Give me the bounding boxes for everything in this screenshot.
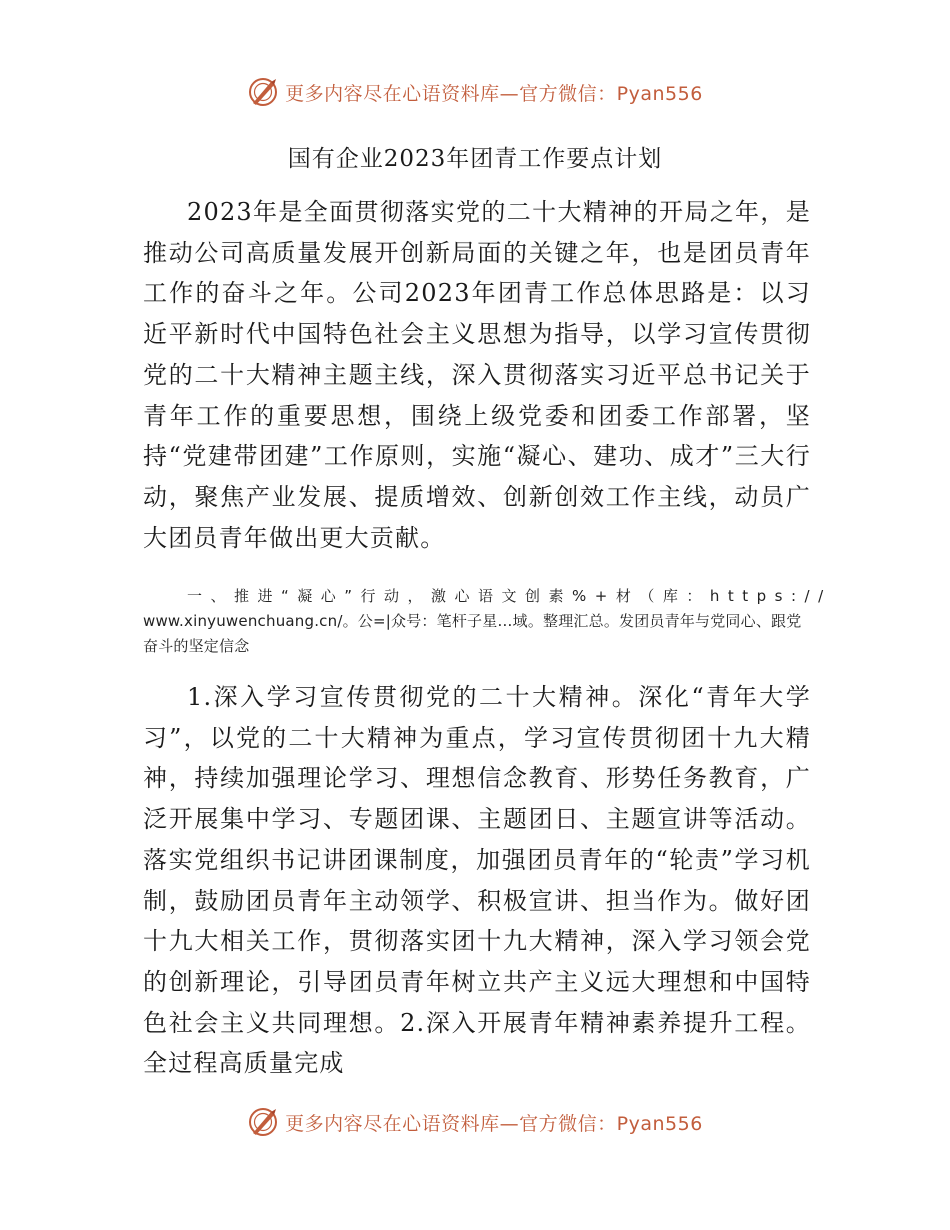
quill-seal-icon — [247, 76, 279, 108]
document-title: 国有企业2023年团青工作要点计划 — [287, 146, 663, 172]
study-paragraph: 1.深入学习宣传贯彻党的二十大精神。深化“青年大学习”，以党的二十大精神为重点，学习宣传贯彻团十九大精神，持续加强理论学习、理想信念教育、形势任务教育，广泛开展集中学习、专题团课、主题团日、主题宣讲等活动。落实党组织书记讲团课制度，加强团员青年的“轮责”学习机制，鼓励团员青年主动领学、积极宣讲、担当作为。做好团十九大相关工作，贯彻落实团十九大精神，深入学习领会党的创新理论，引导团员青年树立共产主义远大理想和中国特色社会主义共同理想。2.深入开展青年精神素养提升工程。全过程高质量完成 — [143, 683, 811, 1078]
section-heading-rest: www.xinyuwenchuang.cn/。公=|众号：笔杆子星…域。整理汇总。发团员青年与党同心、跟党奋斗的坚定信念 — [143, 612, 802, 655]
section-heading — [143, 584, 832, 659]
watermark-text: 更多内容尽在心语资料库—官方微信：Pyan556 — [285, 1112, 703, 1135]
section-heading-line1: 一、推进“凝心”行动，激心语文创素%+材（库：https:// — [187, 587, 832, 605]
watermark-banner-bottom — [0, 1100, 950, 1144]
intro-paragraph: 2023年是全面贯彻落实党的二十大精神的开局之年，是推动公司高质量发展开创新局面的关键之年，也是团员青年工作的奋斗之年。公司2023年团青工作总体思路是：以习近平新时代中国特色社会主义思想为指导，以学习宣传贯彻党的二十大精神主题主线，深入贯彻落实习近平总书记关于青年工作的重要思想，围绕上级党委和团委工作部署，坚持“党建带团建”工作原则，实施“凝心、建功、成才”三大行动，聚焦产业发展、提质增效、创新创效工作主线，动员广大团员青年做出更大贡献。 — [143, 198, 811, 552]
watermark-text: 更多内容尽在心语资料库—官方微信：Pyan556 — [285, 82, 703, 105]
quill-seal-icon — [247, 1106, 279, 1138]
watermark-banner-top — [0, 70, 950, 114]
